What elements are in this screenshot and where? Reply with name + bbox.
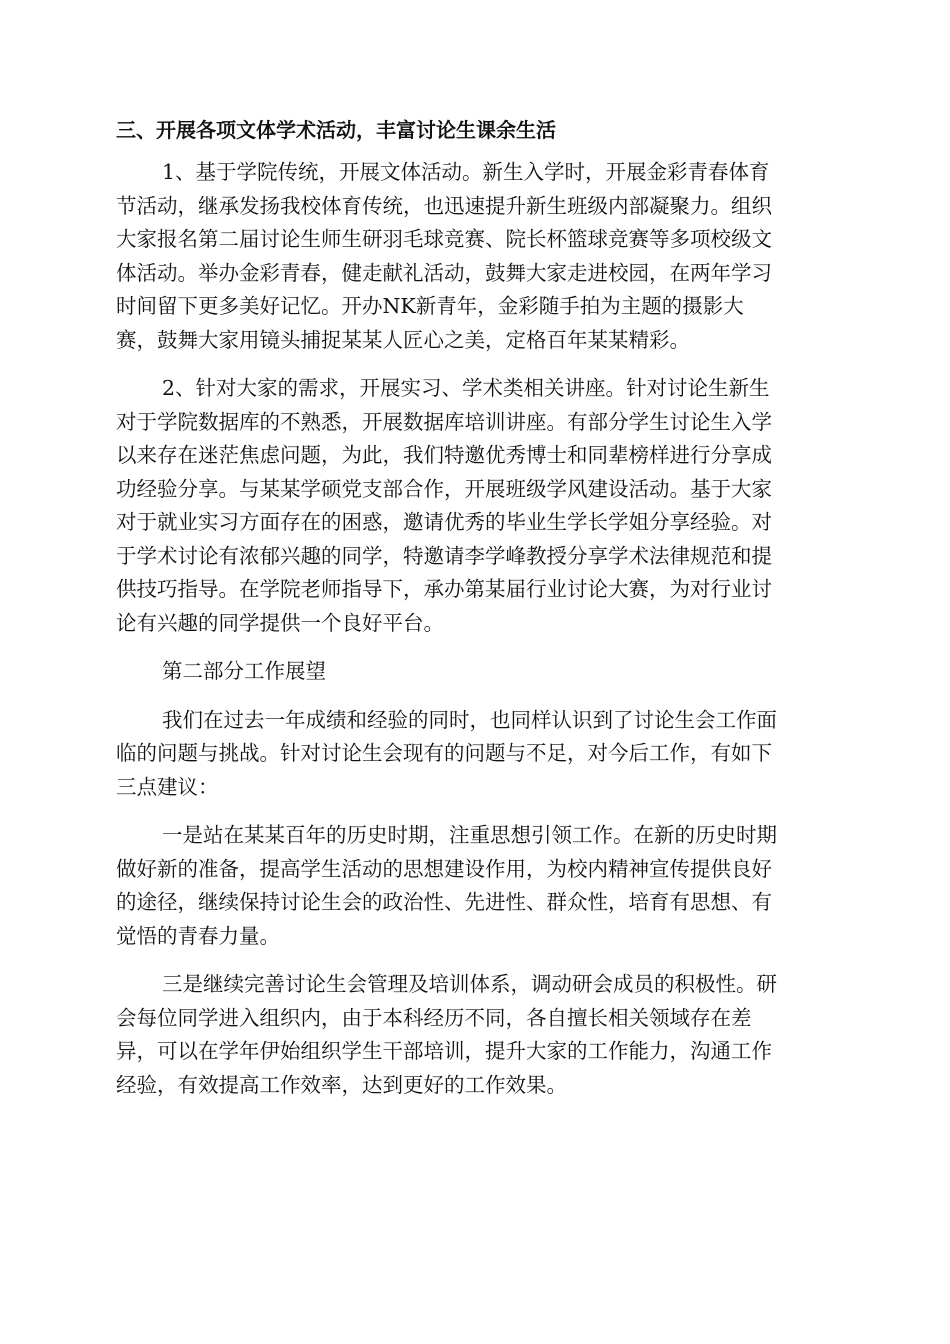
text-line: 异，可以在学年伊始组织学生干部培训，提升大家的工作能力，沟通工作 — [116, 1039, 772, 1063]
text-line: 的途径，继续保持讨论生会的政治性、先进性、群众性，培育有思想、有 — [116, 890, 772, 914]
text-line: 2、针对大家的需求，开展实习、学术类相关讲座。针对讨论生新生 — [162, 376, 770, 400]
paragraph-suggestion-one — [116, 819, 836, 953]
paragraph-academic-lectures — [116, 372, 836, 640]
part-title: 第二部分工作展望 — [162, 659, 326, 683]
text-line: 论有兴趣的同学提供一个良好平台。 — [116, 610, 444, 635]
text-line: 功经验分享。与某某学硕党支部合作，开展班级学风建设活动。基于大家 — [116, 476, 772, 501]
text-line: 做好新的准备，提高学生活动的思想建设作用，为校内精神宣传提供良好 — [116, 856, 772, 881]
text-line: 对于学院数据库的不熟悉，开展数据库培训讲座。有部分学生讨论生入学 — [116, 409, 772, 434]
paragraph-outlook-intro — [116, 704, 836, 805]
text-line: 一是站在某某百年的历史时期，注重思想引领工作。在新的历史时期 — [162, 823, 777, 847]
text-line: 节活动，继承发扬我校体育传统，也迅速提升新生班级内部凝聚力。组织 — [116, 193, 772, 218]
text-line: 于学术讨论有浓郁兴趣的同学，特邀请李学峰教授分享学术法律规范和提 — [116, 543, 772, 568]
text-line: 三点建议： — [116, 774, 219, 799]
text-line: 体活动。举办金彩青春，健走献礼活动，鼓舞大家走进校园，在两年学习 — [116, 260, 772, 285]
text-line: 三是继续完善讨论生会管理及培训体系，调动研会成员的积极性。研 — [162, 972, 777, 996]
document-page — [116, 113, 836, 1117]
text-line: 1、基于学院传统，开展文体活动。新生入学时，开展金彩青春体育 — [162, 160, 770, 184]
paragraph-suggestion-three — [116, 968, 836, 1102]
text-line: 会每位同学进入组织内，由于本科经历不同，各自擅长相关领域存在差 — [116, 1005, 752, 1030]
text-line: 大家报名第二届讨论生师生研羽毛球竞赛、院长杯篮球竞赛等多项校级文 — [116, 227, 772, 251]
text-line: 时间留下更多美好记忆。开办NK新青年，金彩随手拍为主题的摄影大 — [116, 294, 744, 318]
text-line: 赛，鼓舞大家用镜头捕捉某某人匠心之美，定格百年某某精彩。 — [116, 327, 690, 352]
text-line: 觉悟的青春力量。 — [116, 923, 280, 948]
text-line: 我们在过去一年成绩和经验的同时，也同样认识到了讨论生会工作面 — [162, 707, 777, 732]
text-line: 临的问题与挑战。针对讨论生会现有的问题与不足，对今后工作，有如下 — [116, 741, 772, 765]
section-heading: 三、开展各项文体学术活动，丰富讨论生课余生活 — [116, 118, 556, 142]
text-line: 供技巧指导。在学院老师指导下，承办第某届行业讨论大赛，为对行业讨 — [116, 577, 772, 601]
paragraph-sports-activities — [116, 156, 836, 357]
text-line: 经验，有效提高工作效率，达到更好的工作效果。 — [116, 1072, 567, 1097]
text-line: 以来存在迷茫焦虑问题，为此，我们特邀优秀博士和同辈榜样进行分享成 — [116, 443, 772, 467]
text-line: 对于就业实习方面存在的困惑，邀请优秀的毕业生学长学姐分享经验。对 — [116, 510, 772, 534]
